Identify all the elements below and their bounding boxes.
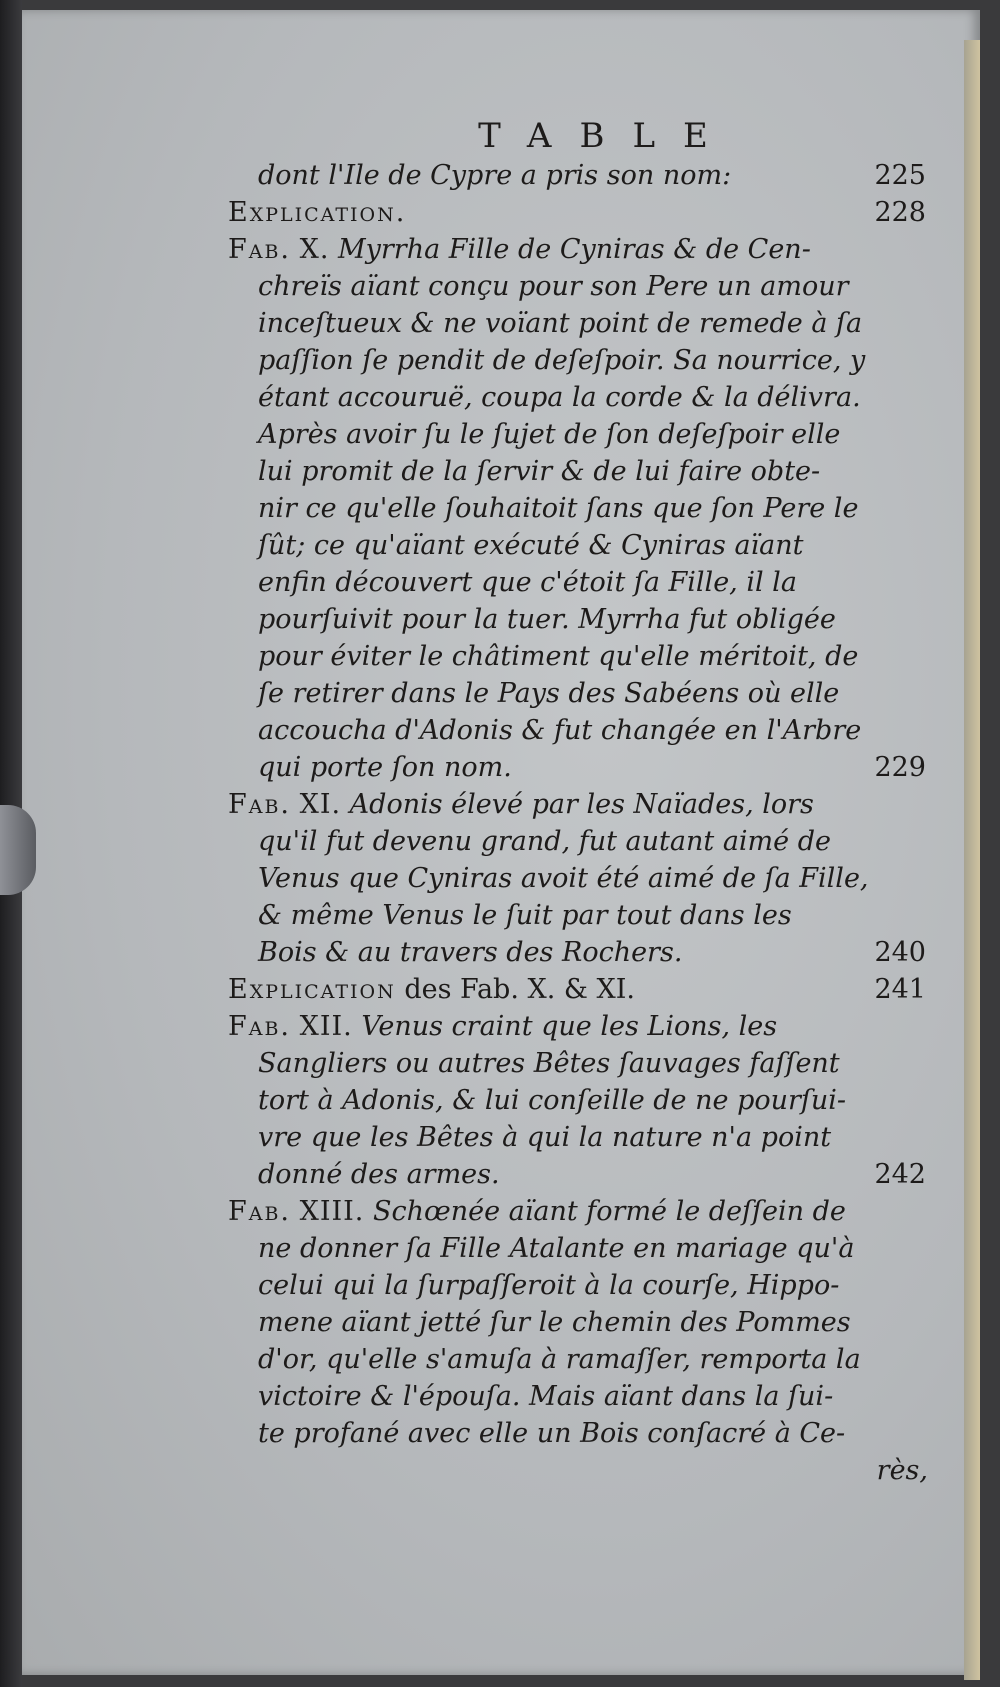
entry-label: Fab. <box>228 234 291 265</box>
table-of-contents <box>228 118 938 1489</box>
entry-label: Fab. <box>228 789 291 820</box>
page-header: TABLE <box>478 116 736 156</box>
entry-line: paſſion ſe pendit de deſeſpoir. Sa nourrice, y <box>258 345 866 376</box>
entry-label: Explication <box>228 974 396 1005</box>
entry-line: accoucha d'Adonis & fut changée en l'Arbre <box>258 715 862 746</box>
toc-entry <box>228 157 938 194</box>
entry-line: & même Venus le ſuit par tout dans les <box>258 900 792 931</box>
entry-line <box>228 194 938 231</box>
entry-line: chreïs aïant conçu pour son Pere un amour <box>258 271 849 302</box>
page-clip <box>0 805 36 895</box>
entry-line: ſût; ce qu'aïant exécuté & Cyniras aïant <box>258 530 804 561</box>
fable-number: X. <box>299 234 330 265</box>
entry-line: ne donner ſa Fille Atalante en mariage qu'à <box>258 1233 855 1264</box>
entry-line: Fab. XII. Venus craint que les Lions, les <box>228 1011 778 1042</box>
entry-line: Bois & au travers des Rochers. 240 <box>228 934 938 971</box>
entry-line: Fab. XIII. Schœnée aïant formé le deſſein de <box>228 1196 846 1227</box>
entry-line: pourſuivit pour la tuer. Myrrha fut obligée <box>258 604 836 635</box>
toc-entry <box>228 231 938 786</box>
entry-line: inceſtueux & ne voïant point de remede à ſa <box>258 308 863 339</box>
page-number: 241 <box>874 974 926 1005</box>
toc-entry <box>228 786 938 971</box>
entry-label: Fab. <box>228 1196 291 1227</box>
entry-line: celui qui la ſurpaſſeroit à la courſe, Hippo- <box>258 1270 840 1301</box>
entry-line: tort à Adonis, & lui conſeille de ne pourſui- <box>258 1085 847 1116</box>
entry-line: donné des armes. 242 <box>228 1156 938 1193</box>
page-number: 228 <box>874 197 926 228</box>
entry-line: Sangliers ou autres Bêtes ſauvages faſſent <box>258 1048 840 1079</box>
fable-number: XII. <box>299 1011 353 1042</box>
entry-line: lui promit de la ſervir & de lui faire obte- <box>258 456 821 487</box>
entry-line: dont l'Ile de Cypre a pris son nom: 225 <box>228 157 938 194</box>
page-number: 229 <box>874 752 926 783</box>
entry-line: nir ce qu'elle ſouhaitoit ſans que ſon Pere le <box>258 493 859 524</box>
entry-label: Explication. <box>228 197 407 228</box>
entry-line: Fab. X. Myrrha Fille de Cyniras & de Cen- <box>228 234 811 265</box>
page-number: 225 <box>874 160 926 191</box>
toc-entry <box>228 1193 938 1452</box>
toc-entry <box>228 971 938 1008</box>
entry-line <box>228 971 938 1008</box>
entry-line: Venus que Cyniras avoit été aimé de ſa Fille, <box>258 863 869 894</box>
entry-line: étant accouruë, coupa la corde & la délivra. <box>258 382 861 413</box>
entry-line: pour éviter le châtiment qu'elle méritoit, de <box>258 641 859 672</box>
fable-number: XIII. <box>299 1196 365 1227</box>
entry-line: qu'il fut devenu grand, fut autant aimé de <box>258 826 831 857</box>
entry-line: enfin découvert que c'étoit ſa Fille, il la <box>258 567 797 598</box>
entry-line: Après avoir ſu le ſujet de ſon deſeſpoir elle <box>258 419 841 450</box>
entry-line: ſe retirer dans le Pays des Sabéens où elle <box>258 678 840 709</box>
entry-line: victoire & l'épouſa. Mais aïant dans la ſui- <box>258 1381 834 1412</box>
page-number: 242 <box>874 1159 926 1190</box>
entry-label: Fab. <box>228 1011 291 1042</box>
toc-entry <box>228 1008 938 1193</box>
entry-line: mene aïant jetté ſur le chemin des Pommes <box>258 1307 851 1338</box>
entry-line: te profané avec elle un Bois conſacré à Ce- <box>258 1418 846 1449</box>
entry-line: qui porte ſon nom. 229 <box>228 749 938 786</box>
entry-line: d'or, qu'elle s'amuſa à ramaſſer, remporta la <box>258 1344 861 1375</box>
entry-line: vre que les Bêtes à qui la nature n'a point <box>258 1122 832 1153</box>
page-edge <box>964 40 980 1680</box>
entry-line: Fab. XI. Adonis élevé par les Naïades, lors <box>228 789 814 820</box>
toc-entry <box>228 194 938 231</box>
catchword: rès, <box>876 1455 928 1486</box>
page-number: 240 <box>874 937 926 968</box>
entry-text: des Fab. X. & XI. <box>404 974 635 1005</box>
fable-number: XI. <box>299 789 342 820</box>
